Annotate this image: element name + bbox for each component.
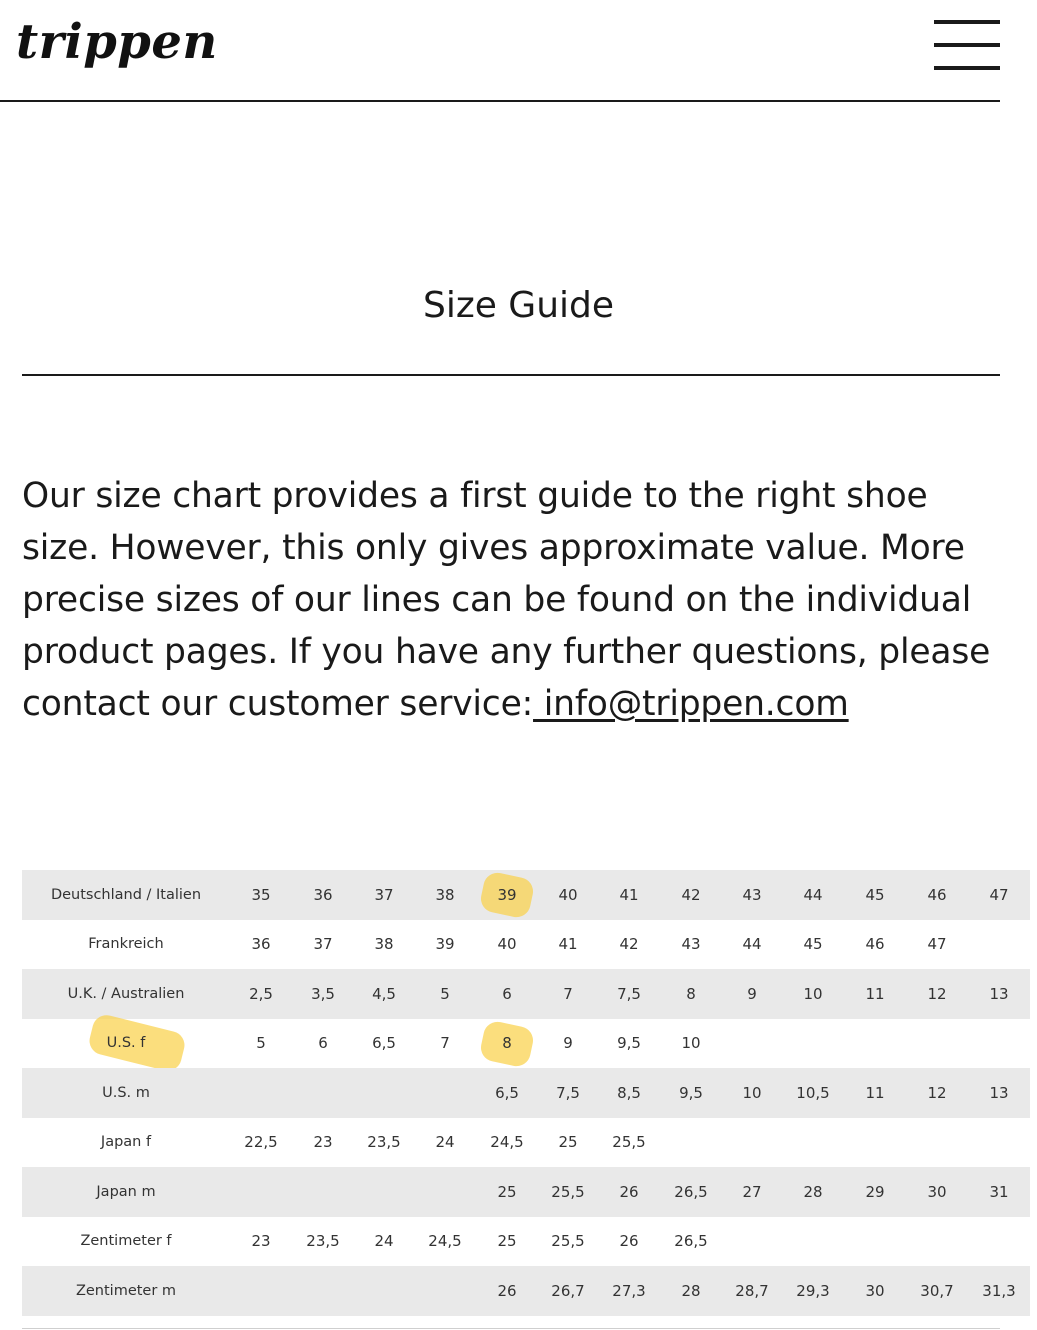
size-cell [844, 870, 906, 920]
size-cell-value: 6,5 [495, 1083, 519, 1102]
size-cell-value: 39 [435, 935, 455, 954]
size-cell-value: 40 [497, 935, 517, 954]
size-cell [844, 1217, 906, 1267]
size-cell [782, 920, 844, 970]
size-cell [292, 969, 354, 1019]
size-cell-value: 38 [374, 935, 394, 954]
size-table [22, 870, 1030, 1316]
size-row-label [22, 870, 230, 920]
size-cell-value: 11 [865, 1083, 885, 1102]
size-cell-value: 45 [803, 935, 823, 954]
size-cell-value: 30,7 [920, 1281, 954, 1300]
size-cell-value: 13 [989, 1083, 1009, 1102]
size-cell [660, 1266, 722, 1316]
size-cell [538, 1167, 598, 1217]
size-cell [598, 1019, 660, 1069]
page-title: Size Guide [422, 285, 615, 326]
size-cell [538, 969, 598, 1019]
size-cell-value: 44 [803, 885, 823, 904]
size-cell [782, 1068, 844, 1118]
size-cell [476, 1068, 538, 1118]
size-cell [538, 1118, 598, 1168]
size-cell [844, 1019, 906, 1069]
size-cell [906, 1019, 968, 1069]
size-cell-value: 25,5 [551, 1232, 585, 1251]
size-cell-value: 26 [619, 1232, 639, 1251]
size-cell [230, 1167, 292, 1217]
size-cell [414, 870, 476, 920]
size-cell [292, 1118, 354, 1168]
size-cell [354, 1266, 414, 1316]
size-cell-value: 25 [497, 1232, 517, 1251]
size-cell-value: 36 [313, 885, 333, 904]
size-row-label [22, 1068, 230, 1118]
size-cell [782, 870, 844, 920]
size-cell-value: 5 [256, 1034, 266, 1053]
intro-text: Our size chart provides a first guide to the right shoe size. However, this only gives approximate value. More precise sizes of our lines can be found on the individual product pages. If you have any further questions, please contact our customer service: [22, 476, 991, 724]
size-cell [968, 1019, 1030, 1069]
size-cell-value: 10 [681, 1034, 701, 1053]
size-cell [538, 1217, 598, 1267]
size-cell [230, 1266, 292, 1316]
size-cell [414, 1167, 476, 1217]
size-table-row [22, 1019, 1030, 1069]
size-row-label [22, 1118, 230, 1168]
size-cell [906, 1068, 968, 1118]
menu-bar-line [934, 43, 1000, 47]
size-cell-value: 7 [440, 1034, 450, 1053]
size-cell-value: 7 [563, 984, 573, 1003]
size-cell-value: 42 [681, 885, 701, 904]
size-cell-value: 39 [497, 885, 517, 904]
size-cell [230, 1019, 292, 1069]
size-cell-value: 37 [374, 885, 394, 904]
size-cell-value: 6 [502, 984, 512, 1003]
size-cell-value: 46 [865, 935, 885, 954]
size-cell [722, 1118, 782, 1168]
trippen-logo[interactable]: trippen [16, 14, 218, 70]
size-cell [292, 1266, 354, 1316]
size-cell-value: 31,3 [982, 1281, 1016, 1300]
size-cell-value: 30 [927, 1182, 947, 1201]
size-cell-value: 43 [681, 935, 701, 954]
size-cell [660, 969, 722, 1019]
size-cell-value: 26 [497, 1281, 517, 1300]
size-cell [722, 1019, 782, 1069]
size-cell [414, 1217, 476, 1267]
size-cell-value: 43 [742, 885, 762, 904]
size-cell-value: 44 [742, 935, 762, 954]
size-cell [598, 1266, 660, 1316]
size-cell [354, 870, 414, 920]
size-cell [782, 1167, 844, 1217]
size-cell [906, 1118, 968, 1168]
size-cell [906, 920, 968, 970]
size-cell [292, 920, 354, 970]
size-cell-value: 27,3 [612, 1281, 646, 1300]
size-cell-value: 27 [742, 1182, 762, 1201]
size-cell [476, 1118, 538, 1168]
size-cell-value: 9 [747, 984, 757, 1003]
size-cell-value: 26 [619, 1182, 639, 1201]
size-cell [844, 920, 906, 970]
size-cell [844, 1068, 906, 1118]
size-cell [844, 1118, 906, 1168]
size-cell [354, 1217, 414, 1267]
size-cell [722, 1068, 782, 1118]
size-row-label-text: Zentimeter m [75, 1282, 177, 1299]
size-cell [968, 969, 1030, 1019]
size-cell [844, 969, 906, 1019]
size-cell-value: 28 [681, 1281, 701, 1300]
size-cell-value: 22,5 [244, 1133, 278, 1152]
size-cell-value: 29 [865, 1182, 885, 1201]
size-cell [292, 1019, 354, 1069]
size-cell [354, 1019, 414, 1069]
size-cell [414, 920, 476, 970]
size-cell [538, 870, 598, 920]
size-cell [538, 1068, 598, 1118]
size-cell-value: 41 [619, 885, 639, 904]
size-row-label-text: Frankreich [88, 936, 164, 953]
title-divider [22, 374, 1000, 376]
size-cell [782, 1019, 844, 1069]
size-cell-value: 8 [686, 984, 696, 1003]
size-table-row [22, 870, 1030, 920]
size-cell-value: 28,7 [735, 1281, 769, 1300]
size-cell-value: 30 [865, 1281, 885, 1300]
size-cell-value: 10,5 [796, 1083, 830, 1102]
size-cell [660, 1118, 722, 1168]
size-cell [230, 1068, 292, 1118]
size-cell [968, 1118, 1030, 1168]
size-cell-value: 38 [435, 885, 455, 904]
size-cell-value: 23,5 [306, 1232, 340, 1251]
size-cell [538, 1019, 598, 1069]
size-cell [598, 1217, 660, 1267]
size-cell-value: 36 [251, 935, 271, 954]
size-cell [230, 1217, 292, 1267]
size-row-label [22, 969, 230, 1019]
size-cell-value: 7,5 [556, 1083, 580, 1102]
size-cell [968, 870, 1030, 920]
size-cell-value: 9,5 [679, 1083, 703, 1102]
size-cell [476, 870, 538, 920]
size-cell-value: 26,7 [551, 1281, 585, 1300]
size-cell [968, 1167, 1030, 1217]
size-cell-value: 3,5 [311, 984, 335, 1003]
size-cell-value: 24,5 [490, 1133, 524, 1152]
size-cell-value: 35 [251, 885, 271, 904]
size-cell-value: 41 [558, 935, 578, 954]
size-cell [782, 1266, 844, 1316]
size-table-row [22, 1118, 1030, 1168]
size-cell [476, 1266, 538, 1316]
size-cell [844, 1167, 906, 1217]
size-cell [968, 920, 1030, 970]
size-cell [476, 920, 538, 970]
size-cell-value: 25 [558, 1133, 578, 1152]
size-cell [968, 1217, 1030, 1267]
size-cell [354, 920, 414, 970]
size-cell [292, 1068, 354, 1118]
size-cell [722, 920, 782, 970]
size-cell [476, 1019, 538, 1069]
size-cell-value: 26,5 [674, 1232, 708, 1251]
size-table-row [22, 969, 1030, 1019]
hamburger-menu-icon[interactable] [934, 20, 1000, 72]
site-header [0, 0, 1000, 102]
size-cell [414, 969, 476, 1019]
size-cell-value: 13 [989, 984, 1009, 1003]
size-cell [414, 1266, 476, 1316]
size-cell [660, 1019, 722, 1069]
size-cell [722, 870, 782, 920]
size-cell [660, 870, 722, 920]
size-cell [906, 1167, 968, 1217]
size-row-label-text: Japan f [100, 1134, 152, 1151]
size-cell-value: 47 [927, 935, 947, 954]
size-cell [660, 1167, 722, 1217]
size-cell-value: 9,5 [617, 1034, 641, 1053]
size-row-label-text: Zentimeter f [80, 1233, 172, 1250]
size-cell [906, 1217, 968, 1267]
size-cell [906, 969, 968, 1019]
size-table-row [22, 1068, 1030, 1118]
size-cell [660, 920, 722, 970]
size-cell [844, 1266, 906, 1316]
size-cell-value: 26,5 [674, 1182, 708, 1201]
size-row-label [22, 1217, 230, 1267]
size-cell-value: 29,3 [796, 1281, 830, 1300]
size-cell [598, 1118, 660, 1168]
size-cell-value: 24 [374, 1232, 394, 1251]
size-cell [414, 1118, 476, 1168]
size-cell [354, 1068, 414, 1118]
size-cell-value: 25,5 [612, 1133, 646, 1152]
size-cell [598, 1068, 660, 1118]
size-cell-value: 12 [927, 1083, 947, 1102]
intro-paragraph [22, 470, 998, 730]
size-cell [292, 1217, 354, 1267]
size-cell-value: 4,5 [372, 984, 396, 1003]
size-cell-value: 23 [313, 1133, 333, 1152]
size-row-label-text: U.S. m [102, 1084, 150, 1101]
size-cell [782, 1118, 844, 1168]
size-table-row [22, 1167, 1030, 1217]
size-cell [598, 1167, 660, 1217]
size-cell [476, 1217, 538, 1267]
size-cell-value: 7,5 [617, 984, 641, 1003]
size-cell-value: 6 [318, 1034, 328, 1053]
size-cell-value: 42 [619, 935, 639, 954]
size-cell [230, 1118, 292, 1168]
size-cell-value: 8 [502, 1034, 512, 1053]
size-table-row [22, 920, 1030, 970]
size-cell-value: 8,5 [617, 1083, 641, 1102]
size-row-label-text: U.K. / Australien [67, 985, 185, 1002]
size-cell [782, 969, 844, 1019]
size-cell-value: 45 [865, 885, 885, 904]
size-table-row [22, 1217, 1030, 1267]
size-cell [906, 1266, 968, 1316]
size-cell-value: 24 [435, 1133, 455, 1152]
size-row-label-text: U.S. f [106, 1035, 146, 1052]
size-cell [292, 1167, 354, 1217]
size-cell [354, 969, 414, 1019]
size-cell [968, 1068, 1030, 1118]
size-cell [722, 1266, 782, 1316]
size-cell [906, 870, 968, 920]
size-row-label-text: Deutschland / Italien [50, 886, 202, 903]
size-table-row [22, 1266, 1030, 1316]
size-cell-value: 25,5 [551, 1182, 585, 1201]
size-cell [722, 969, 782, 1019]
size-cell [476, 1167, 538, 1217]
size-cell-value: 11 [865, 984, 885, 1003]
size-cell [230, 920, 292, 970]
size-cell-value: 46 [927, 885, 947, 904]
size-cell-value: 31 [989, 1182, 1009, 1201]
size-row-label [22, 1167, 230, 1217]
size-row-label [22, 1019, 230, 1069]
size-cell [660, 1068, 722, 1118]
size-cell [476, 969, 538, 1019]
size-row-label [22, 920, 230, 970]
size-cell [538, 1266, 598, 1316]
size-cell-value: 10 [742, 1083, 762, 1102]
size-cell [598, 920, 660, 970]
size-cell-value: 12 [927, 984, 947, 1003]
size-cell [722, 1167, 782, 1217]
size-cell [968, 1266, 1030, 1316]
size-cell [292, 870, 354, 920]
size-row-label [22, 1266, 230, 1316]
size-cell-value: 9 [563, 1034, 573, 1053]
size-cell [230, 870, 292, 920]
size-cell-value: 40 [558, 885, 578, 904]
bottom-divider [22, 1328, 1000, 1329]
menu-bar-line [934, 20, 1000, 24]
size-row-label-text: Japan m [96, 1183, 156, 1200]
size-cell [354, 1167, 414, 1217]
size-cell-value: 23,5 [367, 1133, 401, 1152]
size-cell [414, 1019, 476, 1069]
size-cell [538, 920, 598, 970]
size-cell-value: 37 [313, 935, 333, 954]
size-cell [230, 969, 292, 1019]
size-cell-value: 24,5 [428, 1232, 462, 1251]
size-cell [354, 1118, 414, 1168]
size-cell-value: 2,5 [249, 984, 273, 1003]
size-cell [782, 1217, 844, 1267]
size-cell-value: 47 [989, 885, 1009, 904]
email-link[interactable]: info@trippen.com [533, 684, 849, 724]
menu-bar-line [934, 66, 1000, 70]
size-cell [660, 1217, 722, 1267]
size-cell [598, 969, 660, 1019]
size-cell-value: 23 [251, 1232, 271, 1251]
size-cell-value: 10 [803, 984, 823, 1003]
size-cell [414, 1068, 476, 1118]
size-cell [722, 1217, 782, 1267]
size-cell-value: 6,5 [372, 1034, 396, 1053]
size-cell-value: 28 [803, 1182, 823, 1201]
size-cell-value: 25 [497, 1182, 517, 1201]
size-cell-value: 5 [440, 984, 450, 1003]
size-cell [598, 870, 660, 920]
